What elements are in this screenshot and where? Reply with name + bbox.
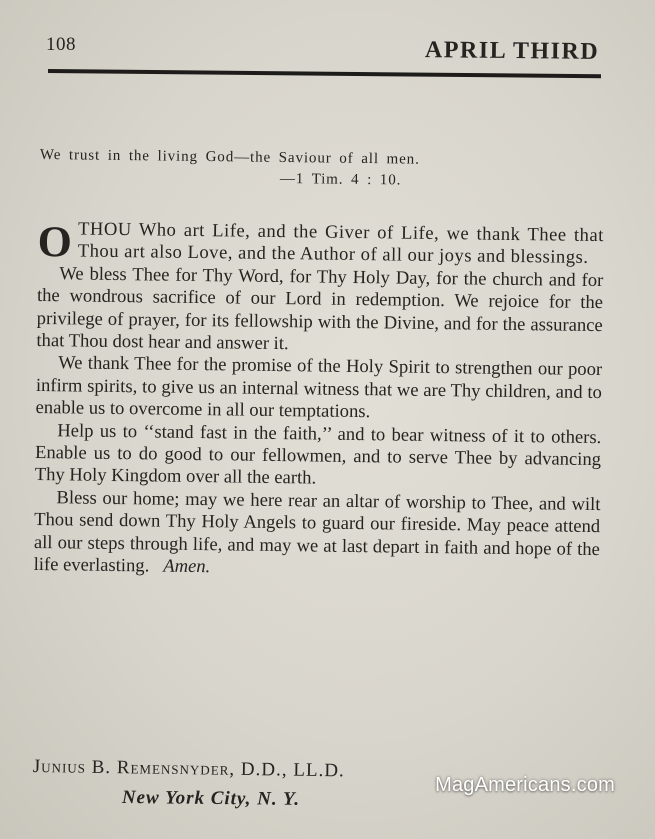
prayer-closing: Amen. xyxy=(163,555,211,578)
page-title: APRIL THIRD xyxy=(424,37,600,65)
author-name: Junius B. Remensnyder, D.D., LL.D. xyxy=(32,756,345,782)
epigraph-text: We trust in the living God—the Saviour of all men. xyxy=(39,147,420,168)
drop-cap: O xyxy=(37,217,73,267)
prayer-paragraph xyxy=(33,487,600,584)
prayer-paragraph-text: THOU Who art Life, and the Giver of Life, we thank Thee that Thou art also Love, and the Author of all our joys and blessings. xyxy=(77,218,604,269)
prayer-paragraph: We bless Thee for Thy Word, for Thy Holy Day, for the church and for the wondrous sacrifice of our Lord in redemption. We rejoice for the privilege of prayer, for its fellowship with the Divine, and for the assurance that Thou dost hear and answer it. xyxy=(36,263,604,355)
prayer-paragraph: We thank Thee for the promise of the Holy Spirit to strengthen our poor infirm spirits, to give us an internal witness that we are Thy children, and to enable us to overcome in all our temptations. xyxy=(35,352,603,423)
header-rule xyxy=(48,69,601,78)
prayer-paragraph: Help us to ‘‘stand fast in the faith,’’ and to bear witness of it to others. Enable us to do good to our fellowmen, and to serve Thee by advancing Thy Holy Kingdom over all the earth. xyxy=(34,419,602,489)
watermark: MagAmericans.com xyxy=(435,774,615,796)
page-number: 108 xyxy=(46,34,76,55)
prayer-paragraph-text: Bless our home; may we here rear an altar of worship to Thee, and wilt Thou send down Thy Holy Angels to guard our fireside. May peace attend all our steps through life, and may we at last depart in faith and hope of the life everlasting. xyxy=(33,487,601,577)
prayer-paragraph xyxy=(37,218,604,270)
author-location: New York City, N. Y. xyxy=(121,787,301,810)
prayer-body xyxy=(33,218,603,584)
epigraph xyxy=(40,147,602,192)
epigraph-reference: —1 Tim. 4 : 10. xyxy=(279,170,402,189)
